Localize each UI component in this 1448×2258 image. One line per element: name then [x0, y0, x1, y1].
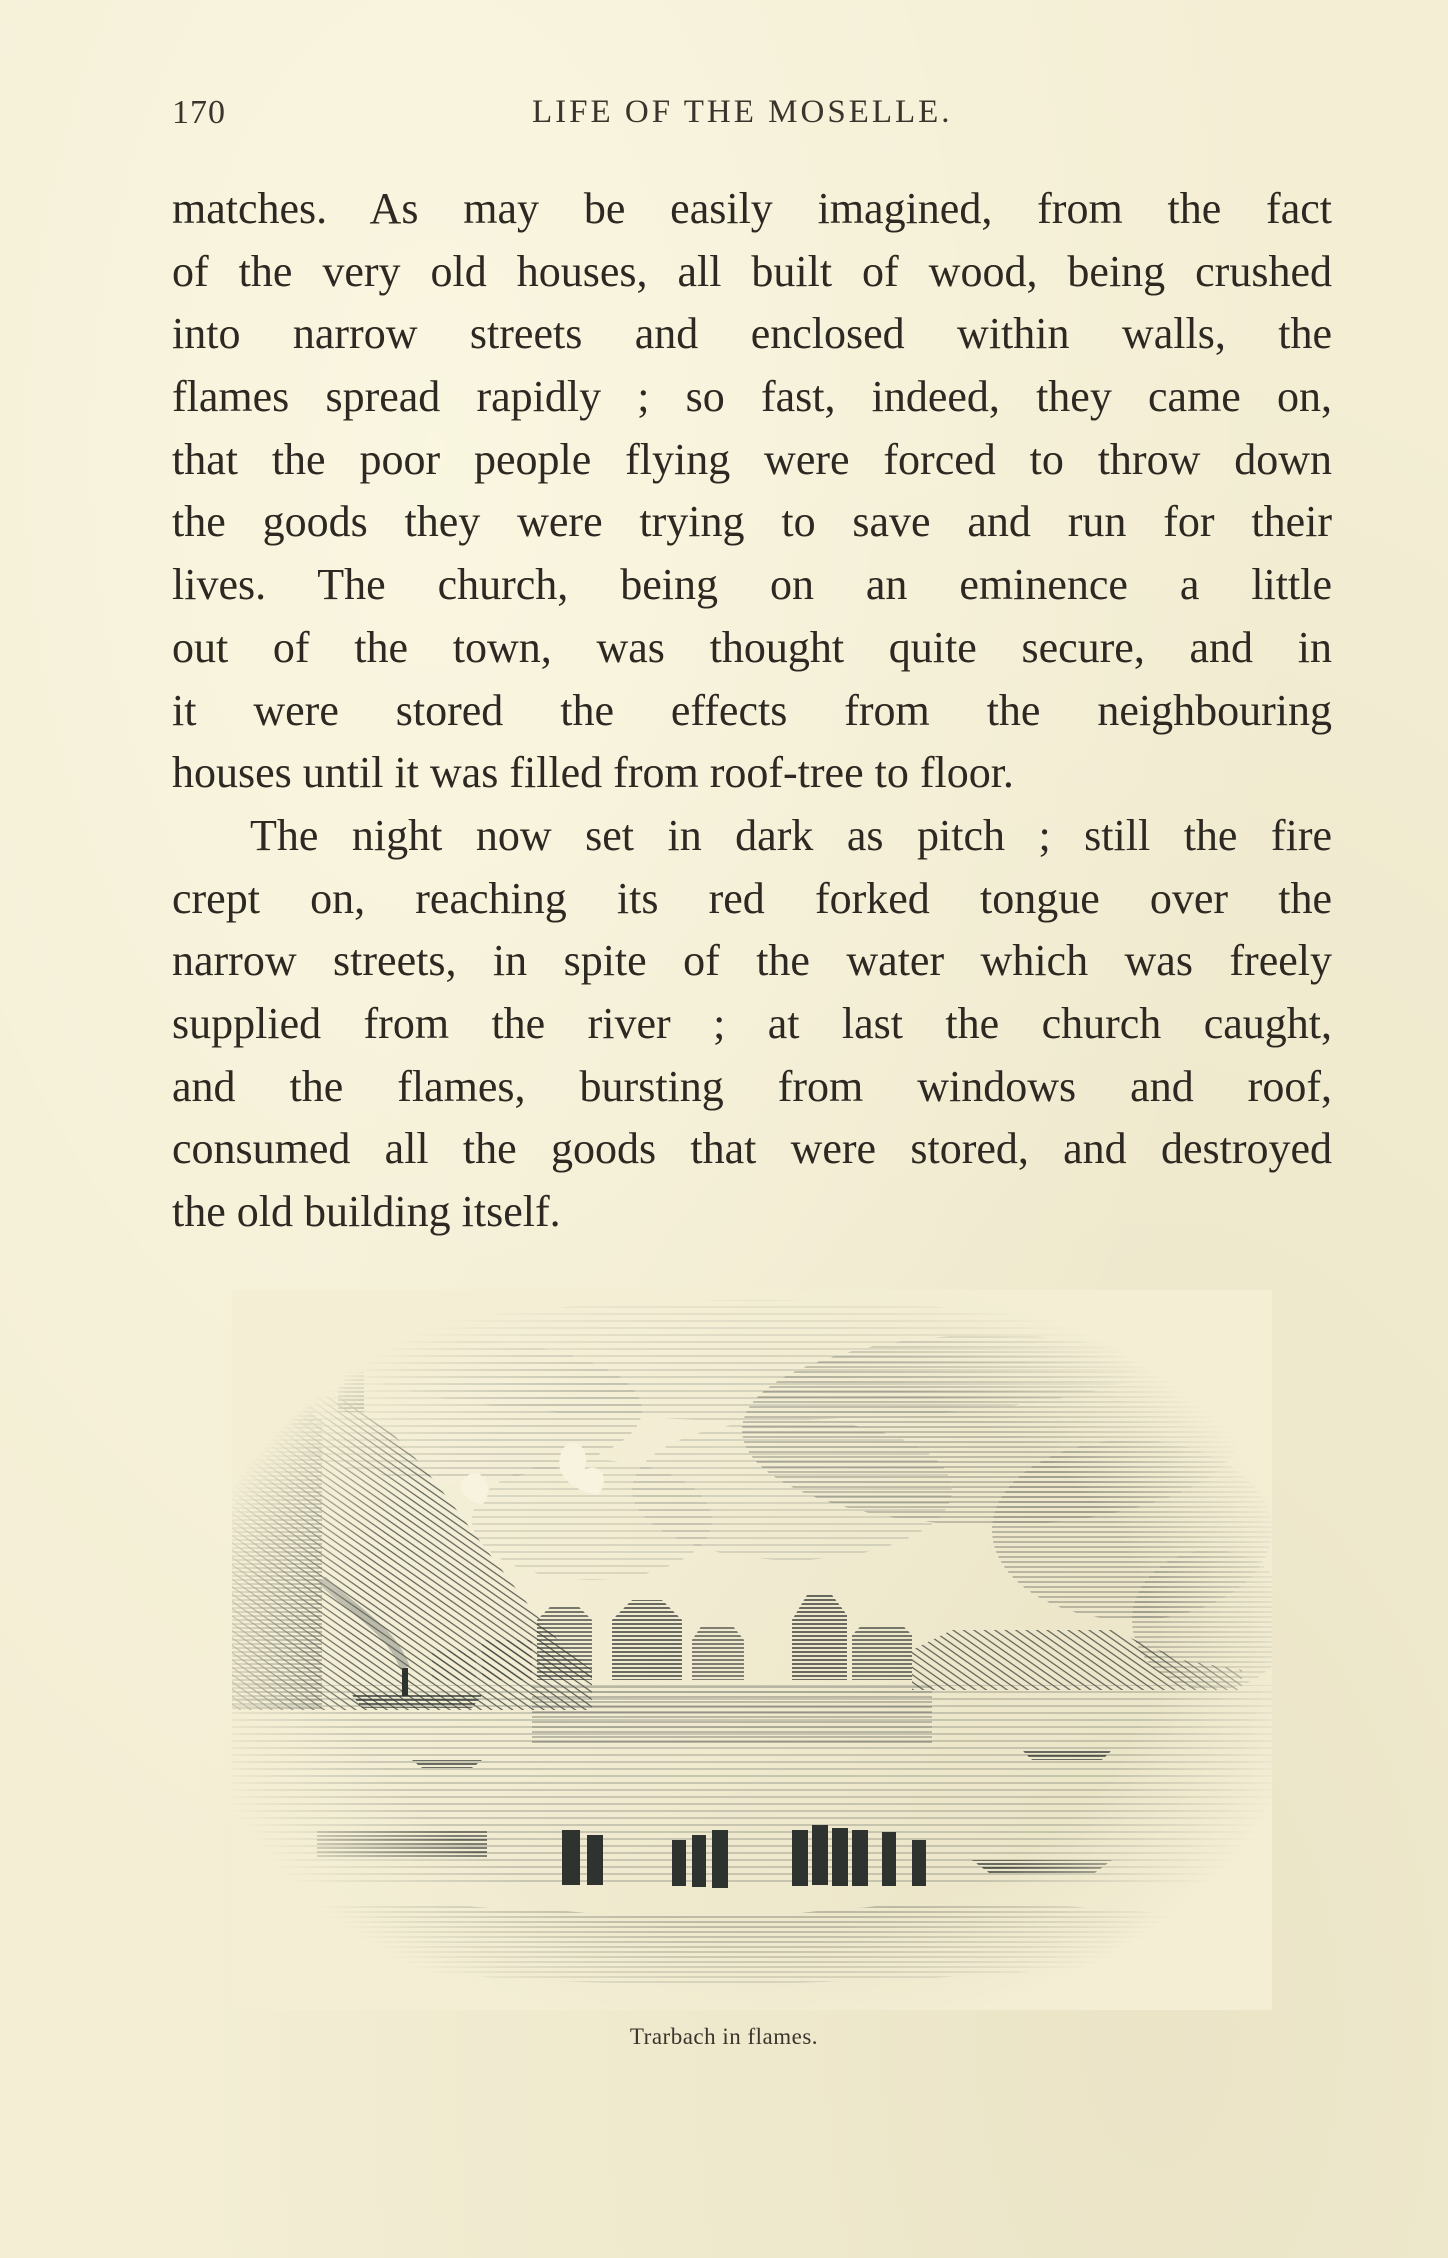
page-number: 170 — [172, 94, 226, 131]
page-header — [172, 94, 1332, 138]
text-line: flames spread rapidly ; so fast, indeed, they came on, — [172, 372, 1332, 422]
text-line: crept on, reaching its red forked tongue over the — [172, 873, 1332, 923]
text-line: and the flames, bursting from windows and roof, — [172, 1061, 1332, 1111]
text-line: the goods they were trying to save and run for their — [172, 497, 1332, 547]
text-line: The night now set in dark as pitch ; still the fire — [250, 810, 1332, 860]
illustration-caption: Trarbach in flames. — [629, 2024, 819, 2049]
text-line: out of the town, was thought quite secure, and in — [172, 622, 1332, 672]
body-text — [172, 178, 1332, 1244]
text-line: supplied from the river ; at last the church caught, — [172, 998, 1332, 1048]
text-line: houses until it was filled from roof-tree to floor. — [172, 748, 1014, 798]
text-line: into narrow streets and enclosed within walls, the — [172, 309, 1332, 359]
text-line: consumed all the goods that were stored, and destroyed — [172, 1124, 1332, 1174]
engraving-illustration — [232, 1290, 1272, 2010]
running-head: LIFE OF THE MOSELLE. — [532, 94, 953, 130]
text-line: lives. The church, being on an eminence a little — [172, 560, 1332, 610]
text-line: it were stored the effects from the neighbouring — [172, 685, 1332, 735]
text-line: narrow streets, in spite of the water which was freely — [172, 936, 1332, 986]
text-line: of the very old houses, all built of wood, being crushed — [172, 246, 1332, 296]
text-line: matches. As may be easily imagined, from the fact — [172, 184, 1332, 233]
text-line: the old building itself. — [172, 1187, 561, 1236]
text-line: that the poor people flying were forced to throw down — [172, 434, 1332, 484]
